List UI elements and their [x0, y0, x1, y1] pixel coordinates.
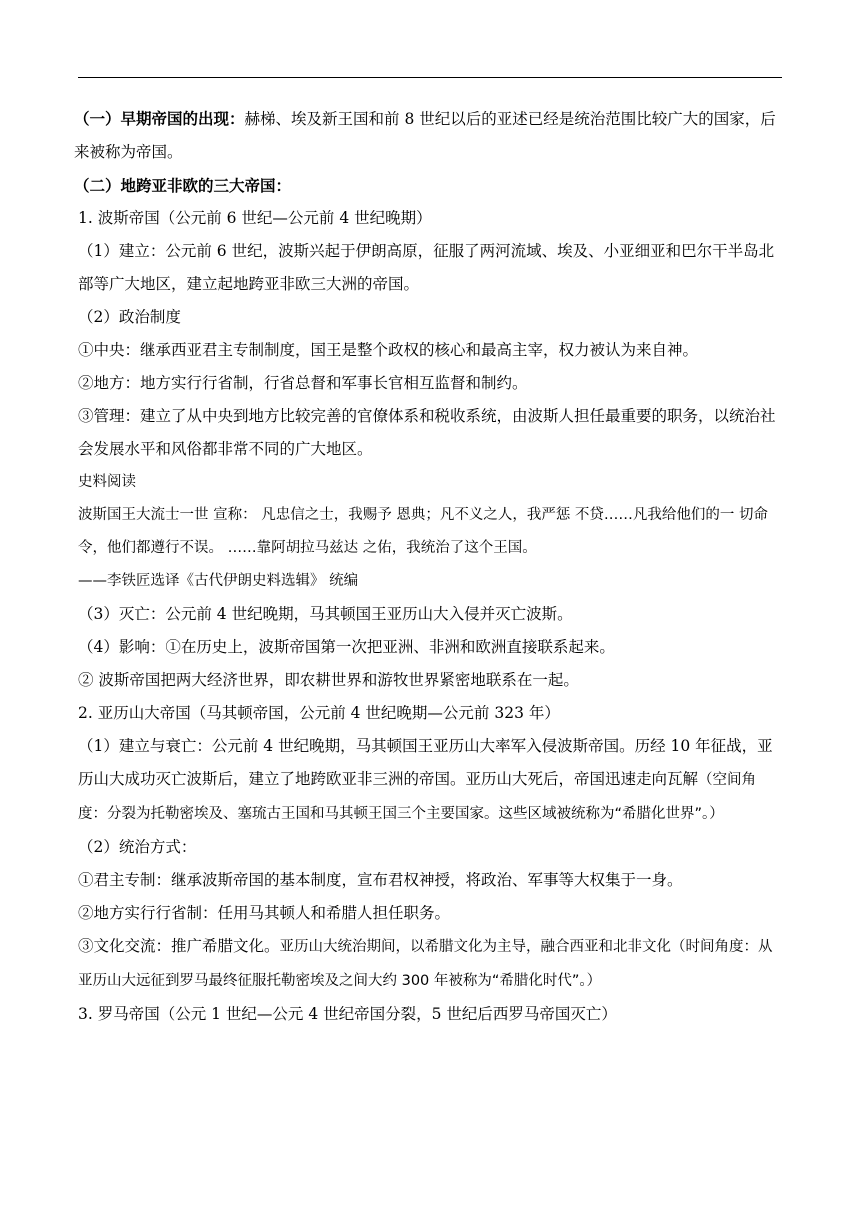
section-three-empires-heading: （二）地跨亚非欧的三大帝国： [74, 176, 292, 195]
persia-fall: （3）灭亡：公元前 4 世纪晚期，马其顿国王亚历山大入侵并灭亡波斯。 [78, 605, 573, 623]
alexander-rise-fall [78, 730, 782, 831]
alexander-rule-heading: （2）统治方式： [78, 838, 197, 856]
header-rule [78, 77, 782, 78]
alexander-provinces: ②地方实行行省制：任用马其顿人和希腊人担任职务。 [78, 904, 451, 922]
alexander-culture-text: ③文化交流：推广希腊文化。 [78, 937, 280, 955]
source-reading-label: 史料阅读 [78, 474, 136, 490]
persia-politics-heading: （2）政治制度 [78, 308, 181, 326]
rome-title: 3. 罗马帝国（公元 1 世纪—公元 4 世纪帝国分裂，5 世纪后西罗马帝国灭亡） [78, 1005, 617, 1023]
persia-founding: （1）建立：公元前 6 世纪，波斯兴起于伊朗高原，征服了两河流域、埃及、小亚细亚和巴尔干半岛北部等广大地区，建立起地跨亚非欧三大洲的帝国。 [78, 242, 775, 293]
section-early-empires [74, 102, 782, 169]
alexander-title: 2. 亚历山大帝国（马其顿帝国，公元前 4 世纪晚期—公元前 323 年） [78, 704, 560, 722]
persia-impact-2: ② 波斯帝国把两大经济世界，即农耕世界和游牧世界紧密地联系在一起。 [78, 671, 579, 689]
persia-local: ②地方：地方实行行省制，行省总督和军事长官相互监督和制约。 [78, 374, 528, 392]
section-early-empires-text: 赫梯、埃及新王国和前 8 世纪以后的亚述已经是统治范围比较广大的国家，后来被称为帝国。 [74, 110, 776, 161]
source-reading-text: 波斯国王大流士一世 宣称： 凡忠信之士，我赐予 恩典；凡不义之人，我严惩 不贷……凡我给他们的一 切命令，他们都遵行不误。 ……靠阿胡拉马兹达 之佑，我统治了这个王国。 [78, 507, 769, 556]
document-body [74, 102, 782, 1031]
section-early-empires-heading: （一）早期帝国的出现： [74, 109, 245, 128]
persia-management: ③管理：建立了从中央到地方比较完善的官僚体系和税收系统，由波斯人担任最重要的职务，以统治社会发展水平和风俗都非常不同的广大地区。 [78, 407, 776, 458]
alexander-culture [78, 930, 782, 998]
persia-central: ①中央：继承西亚君主专制制度，国王是整个政权的核心和最高主宰，权力被认为来自神。 [78, 341, 699, 359]
alexander-rise-fall-text: （1）建立与衰亡：公元前 4 世纪晚期，马其顿国王亚历山大率军入侵波斯帝国。历经 10 年征战，亚历山大成功灭亡波斯后，建立了地跨欧亚非三洲的帝国。亚历山大死后，帝国迅速走向瓦解 [78, 737, 773, 788]
alexander-culture-note: 亚历山大统治期间，以希腊文化为主导，融合西亚和北非文化（时间角度：从亚历山大远征到罗马最终征服托勒密埃及之间大约 300 年被称为“希腊化时代”。） [78, 939, 773, 989]
persia-title: 1. 波斯帝国（公元前 6 世纪—公元前 4 世纪晚期） [78, 209, 432, 227]
persia-impact-1: （4）影响：①在历史上，波斯帝国第一次把亚洲、非洲和欧洲直接联系起来。 [78, 638, 615, 656]
alexander-rise-fall-note: （空间角度：分裂为托勒密埃及、塞琉古王国和马其顿王国三个主要国家。这些区域被统称为“希腊化世界”。） [78, 772, 757, 822]
alexander-autocracy: ①君主专制：继承波斯帝国的基本制度，宣布君权神授，将政治、军事等大权集于一身。 [78, 871, 683, 889]
source-reading-citation: ——李铁匠选译《古代伊朗史料选辑》 统编 [78, 573, 359, 589]
